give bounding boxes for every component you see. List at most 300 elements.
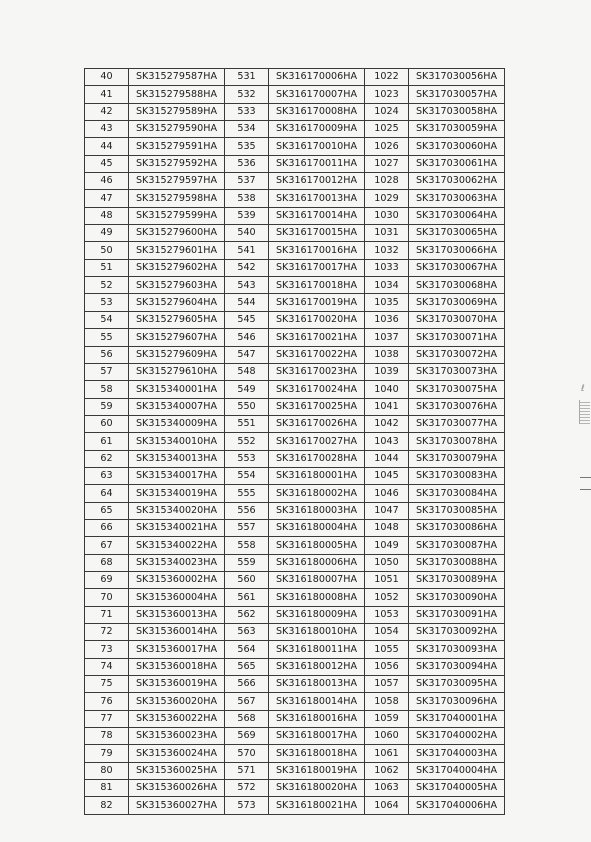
serial-code-b-cell: SK316170015HA	[269, 225, 365, 242]
serial-code-c-cell: SK317030068HA	[409, 277, 505, 294]
row-index-c-cell: 1032	[365, 242, 409, 259]
edge-stamp-mark	[579, 400, 590, 424]
serial-code-c-cell: SK317030058HA	[409, 103, 505, 120]
serial-code-a-cell: SK315279600HA	[129, 225, 225, 242]
row-index-a-cell: 77	[85, 710, 129, 727]
row-index-c-cell: 1025	[365, 121, 409, 138]
serial-code-a-cell: SK315360023HA	[129, 728, 225, 745]
row-index-a-cell: 70	[85, 589, 129, 606]
row-index-c-cell: 1051	[365, 571, 409, 588]
serial-code-b-cell: SK316180002HA	[269, 485, 365, 502]
table-row	[85, 519, 505, 536]
serial-code-c-cell: SK317030076HA	[409, 398, 505, 415]
serial-code-b-cell: SK316180004HA	[269, 519, 365, 536]
row-index-c-cell: 1052	[365, 589, 409, 606]
serial-code-b-cell: SK316180014HA	[269, 693, 365, 710]
serial-code-b-cell: SK316180018HA	[269, 745, 365, 762]
row-index-c-cell: 1028	[365, 173, 409, 190]
table-row	[85, 537, 505, 554]
serial-code-c-cell: SK317030089HA	[409, 571, 505, 588]
serial-code-a-cell: SK315279602HA	[129, 259, 225, 276]
table-row	[85, 363, 505, 380]
row-index-c-cell: 1037	[365, 329, 409, 346]
serial-code-a-cell: SK315360024HA	[129, 745, 225, 762]
serial-code-c-cell: SK317030069HA	[409, 294, 505, 311]
serial-code-a-cell: SK315360026HA	[129, 780, 225, 797]
row-index-c-cell: 1040	[365, 381, 409, 398]
row-index-a-cell: 59	[85, 398, 129, 415]
serial-code-c-cell: SK317030086HA	[409, 519, 505, 536]
table-row	[85, 745, 505, 762]
table-row	[85, 277, 505, 294]
row-index-b-cell: 567	[225, 693, 269, 710]
serial-code-c-cell: SK317030093HA	[409, 641, 505, 658]
serial-code-c-cell: SK317030064HA	[409, 207, 505, 224]
row-index-b-cell: 541	[225, 242, 269, 259]
row-index-b-cell: 565	[225, 658, 269, 675]
edge-rule-bottom	[580, 489, 591, 490]
serial-code-b-cell: SK316170018HA	[269, 277, 365, 294]
row-index-c-cell: 1044	[365, 450, 409, 467]
table-row	[85, 190, 505, 207]
row-index-a-cell: 43	[85, 121, 129, 138]
row-index-c-cell: 1030	[365, 207, 409, 224]
serial-code-c-cell: SK317030073HA	[409, 363, 505, 380]
row-index-a-cell: 81	[85, 780, 129, 797]
serial-code-a-cell: SK315279609HA	[129, 346, 225, 363]
row-index-b-cell: 570	[225, 745, 269, 762]
serial-code-c-cell: SK317030070HA	[409, 311, 505, 328]
serial-code-c-cell: SK317040001HA	[409, 710, 505, 727]
serial-code-a-cell: SK315340022HA	[129, 537, 225, 554]
serial-code-c-cell: SK317030096HA	[409, 693, 505, 710]
row-index-a-cell: 42	[85, 103, 129, 120]
row-index-c-cell: 1062	[365, 762, 409, 779]
serial-code-a-cell: SK315340019HA	[129, 485, 225, 502]
row-index-c-cell: 1039	[365, 363, 409, 380]
table-row	[85, 589, 505, 606]
serial-code-a-cell: SK315360020HA	[129, 693, 225, 710]
serial-code-b-cell: SK316170022HA	[269, 346, 365, 363]
serial-code-c-cell: SK317030066HA	[409, 242, 505, 259]
serial-code-c-cell: SK317030084HA	[409, 485, 505, 502]
edge-glyph-mark: ℓ	[581, 384, 585, 394]
row-index-b-cell: 532	[225, 86, 269, 103]
table-row	[85, 259, 505, 276]
row-index-b-cell: 546	[225, 329, 269, 346]
row-index-c-cell: 1038	[365, 346, 409, 363]
table-row	[85, 242, 505, 259]
serial-code-b-cell: SK316170012HA	[269, 173, 365, 190]
row-index-c-cell: 1046	[365, 485, 409, 502]
serial-code-c-cell: SK317030062HA	[409, 173, 505, 190]
table-row	[85, 121, 505, 138]
serial-code-b-cell: SK316170019HA	[269, 294, 365, 311]
row-index-a-cell: 56	[85, 346, 129, 363]
serial-code-c-cell: SK317030090HA	[409, 589, 505, 606]
row-index-c-cell: 1057	[365, 676, 409, 693]
row-index-a-cell: 44	[85, 138, 129, 155]
serial-code-b-cell: SK316170007HA	[269, 86, 365, 103]
row-index-c-cell: 1058	[365, 693, 409, 710]
serial-code-a-cell: SK315340017HA	[129, 467, 225, 484]
table-row	[85, 346, 505, 363]
table-row	[85, 624, 505, 641]
table-row	[85, 762, 505, 779]
row-index-a-cell: 54	[85, 311, 129, 328]
serial-code-a-cell: SK315279590HA	[129, 121, 225, 138]
serial-code-a-cell: SK315279597HA	[129, 173, 225, 190]
serial-code-c-cell: SK317030077HA	[409, 415, 505, 432]
row-index-b-cell: 571	[225, 762, 269, 779]
serial-code-a-cell: SK315360019HA	[129, 676, 225, 693]
row-index-c-cell: 1036	[365, 311, 409, 328]
serial-code-c-cell: SK317030065HA	[409, 225, 505, 242]
table-row	[85, 450, 505, 467]
serial-code-a-cell: SK315279607HA	[129, 329, 225, 346]
row-index-a-cell: 41	[85, 86, 129, 103]
serial-code-a-cell: SK315279610HA	[129, 363, 225, 380]
serial-code-b-cell: SK316180001HA	[269, 467, 365, 484]
serial-code-a-cell: SK315279587HA	[129, 69, 225, 86]
row-index-b-cell: 545	[225, 311, 269, 328]
row-index-b-cell: 548	[225, 363, 269, 380]
table-row	[85, 797, 505, 814]
serial-code-b-cell: SK316170027HA	[269, 433, 365, 450]
row-index-a-cell: 69	[85, 571, 129, 588]
row-index-b-cell: 559	[225, 554, 269, 571]
row-index-c-cell: 1047	[365, 502, 409, 519]
table-row	[85, 173, 505, 190]
serial-code-c-cell: SK317040004HA	[409, 762, 505, 779]
serial-code-b-cell: SK316180006HA	[269, 554, 365, 571]
row-index-b-cell: 531	[225, 69, 269, 86]
row-index-b-cell: 551	[225, 415, 269, 432]
serial-code-c-cell: SK317040005HA	[409, 780, 505, 797]
row-index-a-cell: 61	[85, 433, 129, 450]
serial-code-b-cell: SK316180009HA	[269, 606, 365, 623]
row-index-a-cell: 62	[85, 450, 129, 467]
row-index-c-cell: 1043	[365, 433, 409, 450]
row-index-b-cell: 536	[225, 155, 269, 172]
row-index-b-cell: 554	[225, 467, 269, 484]
serial-code-a-cell: SK315279589HA	[129, 103, 225, 120]
serial-code-a-cell: SK315279603HA	[129, 277, 225, 294]
serial-code-c-cell: SK317030061HA	[409, 155, 505, 172]
row-index-a-cell: 52	[85, 277, 129, 294]
serial-code-a-cell: SK315360022HA	[129, 710, 225, 727]
table-row	[85, 780, 505, 797]
row-index-c-cell: 1049	[365, 537, 409, 554]
serial-code-c-cell: SK317030087HA	[409, 537, 505, 554]
binding-edge-marks	[579, 384, 591, 432]
serial-code-b-cell: SK316180003HA	[269, 502, 365, 519]
serial-code-a-cell: SK315340009HA	[129, 415, 225, 432]
serial-code-c-cell: SK317030075HA	[409, 381, 505, 398]
row-index-c-cell: 1061	[365, 745, 409, 762]
serial-code-b-cell: SK316170014HA	[269, 207, 365, 224]
serial-code-a-cell: SK315340007HA	[129, 398, 225, 415]
row-index-b-cell: 537	[225, 173, 269, 190]
row-index-c-cell: 1031	[365, 225, 409, 242]
edge-rule-top	[580, 477, 591, 478]
row-index-a-cell: 55	[85, 329, 129, 346]
row-index-a-cell: 71	[85, 606, 129, 623]
row-index-b-cell: 569	[225, 728, 269, 745]
table-row	[85, 693, 505, 710]
serial-code-b-cell: SK316180012HA	[269, 658, 365, 675]
serial-code-a-cell: SK315340020HA	[129, 502, 225, 519]
table-row	[85, 415, 505, 432]
row-index-a-cell: 79	[85, 745, 129, 762]
serial-code-b-cell: SK316170020HA	[269, 311, 365, 328]
serial-code-b-cell: SK316170010HA	[269, 138, 365, 155]
row-index-b-cell: 552	[225, 433, 269, 450]
row-index-b-cell: 561	[225, 589, 269, 606]
row-index-b-cell: 562	[225, 606, 269, 623]
row-index-a-cell: 58	[85, 381, 129, 398]
table-row	[85, 294, 505, 311]
serial-code-a-cell: SK315360025HA	[129, 762, 225, 779]
row-index-b-cell: 557	[225, 519, 269, 536]
serial-code-a-cell: SK315340013HA	[129, 450, 225, 467]
serial-code-c-cell: SK317030095HA	[409, 676, 505, 693]
serial-code-b-cell: SK316170023HA	[269, 363, 365, 380]
serial-code-c-cell: SK317040006HA	[409, 797, 505, 814]
table-row	[85, 641, 505, 658]
row-index-c-cell: 1055	[365, 641, 409, 658]
serial-code-b-cell: SK316170009HA	[269, 121, 365, 138]
row-index-a-cell: 53	[85, 294, 129, 311]
serial-code-a-cell: SK315279604HA	[129, 294, 225, 311]
serial-code-a-cell: SK315360027HA	[129, 797, 225, 814]
row-index-c-cell: 1045	[365, 467, 409, 484]
row-index-b-cell: 564	[225, 641, 269, 658]
row-index-a-cell: 74	[85, 658, 129, 675]
row-index-a-cell: 75	[85, 676, 129, 693]
serial-code-c-cell: SK317030078HA	[409, 433, 505, 450]
table-row	[85, 155, 505, 172]
row-index-c-cell: 1054	[365, 624, 409, 641]
table-row	[85, 86, 505, 103]
serial-code-a-cell: SK315279591HA	[129, 138, 225, 155]
serial-code-c-cell: SK317030079HA	[409, 450, 505, 467]
serial-code-b-cell: SK316180010HA	[269, 624, 365, 641]
serial-code-c-cell: SK317030094HA	[409, 658, 505, 675]
serial-code-c-cell: SK317030067HA	[409, 259, 505, 276]
table-row	[85, 69, 505, 86]
row-index-b-cell: 573	[225, 797, 269, 814]
row-index-b-cell: 542	[225, 259, 269, 276]
row-index-a-cell: 40	[85, 69, 129, 86]
row-index-c-cell: 1041	[365, 398, 409, 415]
serial-code-b-cell: SK316180007HA	[269, 571, 365, 588]
row-index-a-cell: 82	[85, 797, 129, 814]
serial-number-table	[84, 68, 505, 815]
row-index-a-cell: 66	[85, 519, 129, 536]
serial-code-b-cell: SK316170008HA	[269, 103, 365, 120]
row-index-c-cell: 1033	[365, 259, 409, 276]
row-index-c-cell: 1034	[365, 277, 409, 294]
row-index-a-cell: 67	[85, 537, 129, 554]
table-row	[85, 311, 505, 328]
serial-code-b-cell: SK316170028HA	[269, 450, 365, 467]
table-row	[85, 710, 505, 727]
serial-code-b-cell: SK316180020HA	[269, 780, 365, 797]
row-index-b-cell: 534	[225, 121, 269, 138]
row-index-a-cell: 46	[85, 173, 129, 190]
table-row	[85, 381, 505, 398]
serial-code-c-cell: SK317030056HA	[409, 69, 505, 86]
serial-code-b-cell: SK316180005HA	[269, 537, 365, 554]
serial-code-b-cell: SK316170006HA	[269, 69, 365, 86]
row-index-b-cell: 550	[225, 398, 269, 415]
row-index-b-cell: 549	[225, 381, 269, 398]
row-index-a-cell: 63	[85, 467, 129, 484]
serial-code-b-cell: SK316180017HA	[269, 728, 365, 745]
table-row	[85, 554, 505, 571]
table-row	[85, 571, 505, 588]
row-index-c-cell: 1029	[365, 190, 409, 207]
serial-code-b-cell: SK316180019HA	[269, 762, 365, 779]
row-index-a-cell: 80	[85, 762, 129, 779]
row-index-c-cell: 1059	[365, 710, 409, 727]
row-index-b-cell: 563	[225, 624, 269, 641]
serial-code-c-cell: SK317040002HA	[409, 728, 505, 745]
serial-code-a-cell: SK315340023HA	[129, 554, 225, 571]
serial-code-c-cell: SK317030085HA	[409, 502, 505, 519]
row-index-c-cell: 1022	[365, 69, 409, 86]
serial-code-c-cell: SK317030083HA	[409, 467, 505, 484]
row-index-b-cell: 538	[225, 190, 269, 207]
row-index-b-cell: 535	[225, 138, 269, 155]
table-row	[85, 485, 505, 502]
serial-code-a-cell: SK315360014HA	[129, 624, 225, 641]
table-row	[85, 676, 505, 693]
row-index-a-cell: 65	[85, 502, 129, 519]
serial-code-b-cell: SK316180021HA	[269, 797, 365, 814]
serial-code-a-cell: SK315360002HA	[129, 571, 225, 588]
table-row	[85, 606, 505, 623]
serial-code-b-cell: SK316170021HA	[269, 329, 365, 346]
row-index-a-cell: 51	[85, 259, 129, 276]
row-index-b-cell: 566	[225, 676, 269, 693]
table-row	[85, 138, 505, 155]
serial-code-c-cell: SK317030088HA	[409, 554, 505, 571]
serial-code-a-cell: SK315279605HA	[129, 311, 225, 328]
table-row	[85, 329, 505, 346]
row-index-b-cell: 539	[225, 207, 269, 224]
row-index-b-cell: 560	[225, 571, 269, 588]
serial-code-a-cell: SK315360017HA	[129, 641, 225, 658]
serial-code-a-cell: SK315279599HA	[129, 207, 225, 224]
serial-code-a-cell: SK315340010HA	[129, 433, 225, 450]
serial-code-c-cell: SK317030059HA	[409, 121, 505, 138]
row-index-a-cell: 48	[85, 207, 129, 224]
row-index-b-cell: 533	[225, 103, 269, 120]
table-row	[85, 467, 505, 484]
row-index-c-cell: 1050	[365, 554, 409, 571]
serial-code-c-cell: SK317030057HA	[409, 86, 505, 103]
row-index-c-cell: 1042	[365, 415, 409, 432]
serial-code-c-cell: SK317040003HA	[409, 745, 505, 762]
serial-code-a-cell: SK315340001HA	[129, 381, 225, 398]
serial-code-b-cell: SK316170013HA	[269, 190, 365, 207]
table-row	[85, 502, 505, 519]
serial-code-b-cell: SK316170026HA	[269, 415, 365, 432]
row-index-a-cell: 49	[85, 225, 129, 242]
serial-code-b-cell: SK316180011HA	[269, 641, 365, 658]
serial-code-c-cell: SK317030060HA	[409, 138, 505, 155]
serial-code-b-cell: SK316170024HA	[269, 381, 365, 398]
serial-code-a-cell: SK315279588HA	[129, 86, 225, 103]
row-index-a-cell: 50	[85, 242, 129, 259]
serial-code-b-cell: SK316170016HA	[269, 242, 365, 259]
row-index-a-cell: 47	[85, 190, 129, 207]
row-index-a-cell: 64	[85, 485, 129, 502]
serial-code-b-cell: SK316180013HA	[269, 676, 365, 693]
serial-code-b-cell: SK316180008HA	[269, 589, 365, 606]
serial-code-a-cell: SK315279601HA	[129, 242, 225, 259]
table-row	[85, 728, 505, 745]
serial-code-a-cell: SK315340021HA	[129, 519, 225, 536]
serial-code-c-cell: SK317030072HA	[409, 346, 505, 363]
row-index-b-cell: 555	[225, 485, 269, 502]
row-index-b-cell: 540	[225, 225, 269, 242]
row-index-b-cell: 543	[225, 277, 269, 294]
row-index-b-cell: 556	[225, 502, 269, 519]
row-index-a-cell: 68	[85, 554, 129, 571]
row-index-c-cell: 1063	[365, 780, 409, 797]
row-index-c-cell: 1023	[365, 86, 409, 103]
serial-code-a-cell: SK315360013HA	[129, 606, 225, 623]
table-row	[85, 103, 505, 120]
row-index-a-cell: 73	[85, 641, 129, 658]
row-index-a-cell: 78	[85, 728, 129, 745]
row-index-c-cell: 1027	[365, 155, 409, 172]
row-index-c-cell: 1064	[365, 797, 409, 814]
row-index-c-cell: 1035	[365, 294, 409, 311]
row-index-c-cell: 1048	[365, 519, 409, 536]
row-index-b-cell: 553	[225, 450, 269, 467]
serial-code-c-cell: SK317030071HA	[409, 329, 505, 346]
row-index-c-cell: 1024	[365, 103, 409, 120]
table-body	[85, 69, 505, 815]
row-index-c-cell: 1026	[365, 138, 409, 155]
row-index-b-cell: 547	[225, 346, 269, 363]
table-row	[85, 398, 505, 415]
row-index-a-cell: 72	[85, 624, 129, 641]
row-index-c-cell: 1060	[365, 728, 409, 745]
row-index-a-cell: 60	[85, 415, 129, 432]
row-index-a-cell: 45	[85, 155, 129, 172]
serial-code-c-cell: SK317030091HA	[409, 606, 505, 623]
serial-code-a-cell: SK315360018HA	[129, 658, 225, 675]
serial-code-a-cell: SK315360004HA	[129, 589, 225, 606]
serial-code-b-cell: SK316170017HA	[269, 259, 365, 276]
row-index-a-cell: 76	[85, 693, 129, 710]
table-row	[85, 658, 505, 675]
row-index-a-cell: 57	[85, 363, 129, 380]
row-index-b-cell: 568	[225, 710, 269, 727]
serial-code-b-cell: SK316170025HA	[269, 398, 365, 415]
serial-code-c-cell: SK317030092HA	[409, 624, 505, 641]
serial-code-b-cell: SK316170011HA	[269, 155, 365, 172]
table-row	[85, 207, 505, 224]
row-index-b-cell: 558	[225, 537, 269, 554]
table-row	[85, 225, 505, 242]
row-index-b-cell: 572	[225, 780, 269, 797]
